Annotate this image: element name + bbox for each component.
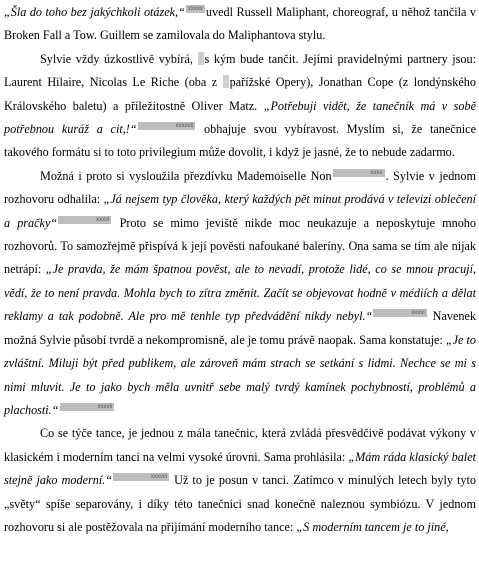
body-text: obhajuje svou vybíravost. Myslím si, že tanečnice takového formátu si to toto privilegium může dovolit, i když je jasné, že to nebude zadarmo. <box>4 122 477 160</box>
body-text: Proto se mimo jeviště nikde moc neukazuje a neposkytuje mnoho rozhovorů. To samozřejmě přispívá k její pověsti nafoukané baleríny. Ona sama se tím ale nijak netrápí: <box>4 215 476 277</box>
footnote-reference[interactable]: xxxxvii <box>138 122 196 130</box>
paragraph <box>4 48 476 165</box>
footnote-reference[interactable]: xxxvi <box>58 216 111 224</box>
footnote-reference[interactable]: xxxv <box>333 169 385 177</box>
body-text: Navenek možná Sylvie působí tvrdě a nekompromisně, ale je tomu právě naopak. Sama konstatuje: <box>4 309 476 347</box>
body-text: Sylvie vždy úzkostlivě vybírá, <box>40 51 198 66</box>
footnote-reference[interactable]: xxxvi <box>373 309 426 317</box>
footnote-reference[interactable]: xxxvii <box>60 403 115 411</box>
body-text: Už to je posun v tanci. Zatímco v minulých letech byly tyto „světy“ spíše separovány, i díky této tanečnici snad konečně naleznou symbiózu. V jednom rozhovoru si ale postěžovala na přijímání moderního tance: <box>4 473 477 534</box>
edit-marker <box>198 52 204 65</box>
edit-marker <box>223 75 229 88</box>
quote-text: „S moderním tancem je to jiné, <box>296 519 449 534</box>
paragraph <box>4 165 476 422</box>
body-text: Co se týče tance, je jednou z mála tanečnic, která zvládá přesvědčivě podávat výkony v klasickém i moderním tanci na velmi vysoké úrovni. Sama prohlásila: <box>4 426 476 464</box>
body-text: Možná i proto si vysloužila přezdívku Mademoiselle Non <box>40 168 332 183</box>
paragraph <box>4 422 476 539</box>
body-text: s kým bude tančit. Jejími pravidelnými partnery jsou: Laurent Hilaire, Nicolas Le Riche (oba z <box>4 51 476 90</box>
paragraph <box>4 1 476 48</box>
document-body <box>4 1 476 539</box>
quote-text: „Je to zvláštní. Miluji být před publikem, ale zároveň mám strach se setkání s lidmi. Nechce se mi s nimi mluvit. Je to jako bych měla uvnitř sebe malý tvrdý kamínek pochybností, problémů a plachosti.“ <box>4 332 476 417</box>
body-text: pařížské Opery), Jonathan Cope (z londýnského Královského baletu) a příležitostně Oliver Matz. <box>4 75 476 113</box>
body-text: . Sylvie v jednom rozhovoru odhalila: <box>4 168 476 207</box>
quote-text: „Potřebuji vidět, že tanečník má v sobě potřebnou kuráž a cit,!“ <box>4 98 476 137</box>
quote-text: „Mám ráda klasický balet stejně jako moderní.“ <box>4 449 476 488</box>
quote-text: „Šla do toho bez jakýchkoli otázek,“ <box>4 5 185 19</box>
footnote-reference[interactable]: xxxviii <box>113 473 169 481</box>
quote-text: „Je pravda, že mám špatnou pověst, ale to nevadí, protože lidé, co se mnou pracují, vědí, že to není pravda. Mohla bych to zítra změnit. Začít se objevovat hodně v médiích a dělat reklamy a tak podobně. Ale pro mě tenhle typ předvádění nikdy nebyl.“ <box>4 262 477 324</box>
footnote-reference[interactable]: xxxxx <box>187 6 203 12</box>
quote-text: „Já nejsem typ člověka, který každých pět minut prodává v televizi oblečení a pračky“ <box>4 192 477 230</box>
body-text: uvedl Russell Maliphant, choreograf, u něhož tančila v Broken Fall a Tow. Guillem se zamilovala do Maliphantova stylu. <box>4 5 476 43</box>
